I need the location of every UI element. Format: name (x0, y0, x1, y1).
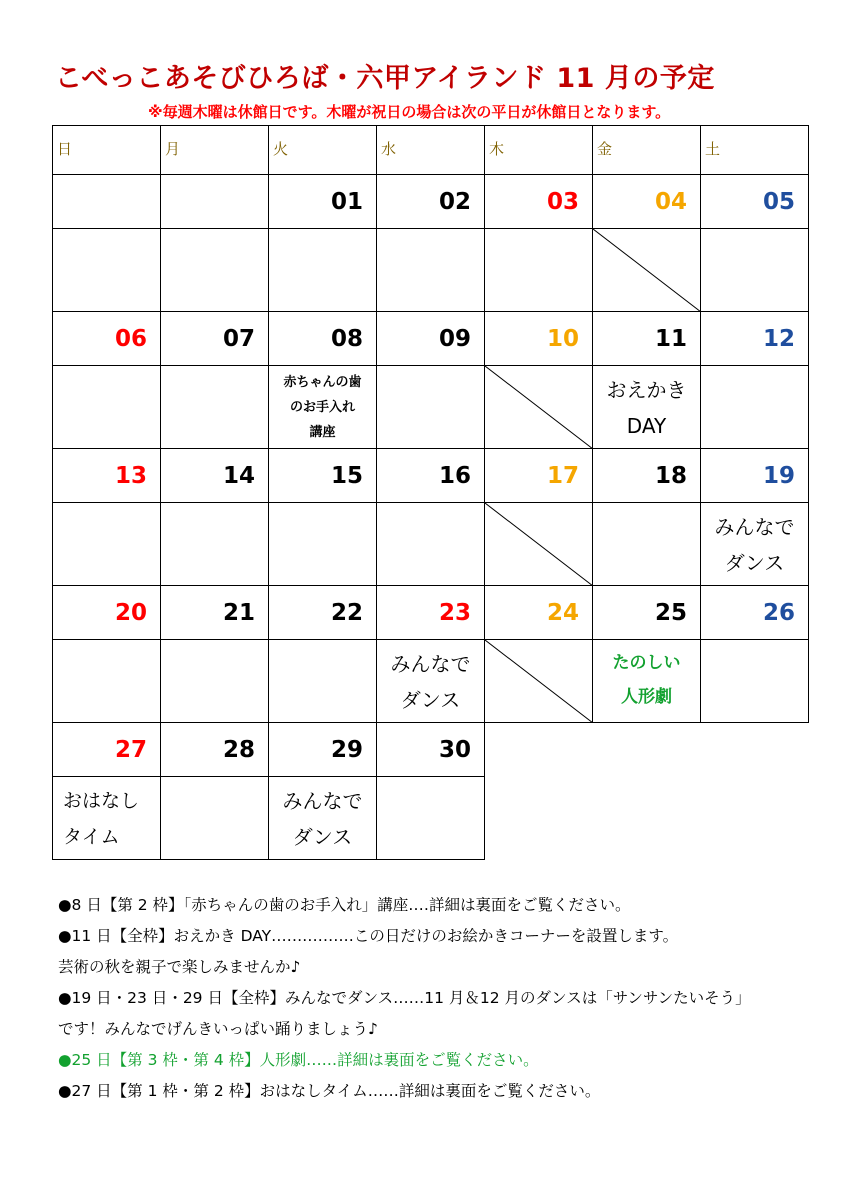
date-cell: 21 (160, 585, 269, 640)
date-cell: 19 (700, 448, 809, 503)
event-label: おえかき DAY (606, 378, 687, 438)
note-line: ●19 日・23 日・29 日【全枠】みんなでダンス‥‥‥11 月＆12 月のダンスは「サンサンたいそう」 (58, 989, 751, 1007)
event-cell (268, 639, 377, 723)
date-cell: 17 (484, 448, 593, 503)
event-cell (700, 502, 809, 586)
date-cell: 30 (376, 722, 485, 777)
date-cell: 22 (268, 585, 377, 640)
date-cell: 25 (592, 585, 701, 640)
event-label: みんなで ダンス (714, 515, 795, 575)
event-cell (160, 365, 269, 449)
weekday-header: 金 (592, 125, 701, 175)
date-cell: 28 (160, 722, 269, 777)
event-cell (52, 502, 161, 586)
date-cell: 20 (52, 585, 161, 640)
date-cell: 14 (160, 448, 269, 503)
event-cell (268, 502, 377, 586)
event-cell (52, 365, 161, 449)
event-cell (592, 639, 701, 723)
event-cell (700, 365, 809, 449)
event-cell (160, 639, 269, 723)
date-cell: 29 (268, 722, 377, 777)
event-cell (484, 365, 593, 449)
closed-day-slash (485, 640, 592, 722)
date-cell: 11 (592, 311, 701, 366)
date-cell: 13 (52, 448, 161, 503)
event-cell (52, 776, 161, 860)
page-title: こべっこあそびひろば・六甲アイランド 11 月の予定 (55, 63, 715, 94)
event-cell (160, 776, 269, 860)
note-line: ●8 日【第 2 枠】「赤ちゃんの歯のお手入れ」講座‥‥詳細は裏面をご覧ください。 (58, 896, 631, 914)
closure-notice: ※毎週木曜は休館日です。木曜が祝日の場合は次の平日が休館日となります。 (148, 103, 671, 121)
closed-day-slash (593, 229, 700, 311)
date-cell: 24 (484, 585, 593, 640)
event-cell (376, 365, 485, 449)
weekday-header: 木 (484, 125, 593, 175)
date-cell: 16 (376, 448, 485, 503)
weekday-header: 水 (376, 125, 485, 175)
date-cell: 03 (484, 174, 593, 229)
event-cell (160, 228, 269, 312)
date-cell: 09 (376, 311, 485, 366)
event-cell (268, 365, 377, 449)
event-label: たのしい 人形劇 (612, 653, 681, 707)
event-label: 赤ちゃんの歯 のお手入れ 講座 (283, 375, 362, 440)
event-cell (700, 228, 809, 312)
event-cell (592, 365, 701, 449)
date-cell: 18 (592, 448, 701, 503)
date-cell: 02 (376, 174, 485, 229)
closed-day-slash (485, 503, 592, 585)
event-cell (700, 639, 809, 723)
event-cell (376, 776, 485, 860)
event-cell (160, 502, 269, 586)
note-line: ●27 日【第 1 枠・第 2 枠】おはなしタイム‥‥‥詳細は裏面をご覧ください。 (58, 1082, 601, 1100)
date-cell: 05 (700, 174, 809, 229)
note-continuation: です！みんなでげんきいっぱい踊りましょう♪ (58, 1020, 378, 1038)
date-cell: 07 (160, 311, 269, 366)
date-cell: 08 (268, 311, 377, 366)
event-cell (484, 502, 593, 586)
date-cell: 01 (268, 174, 377, 229)
date-cell: 26 (700, 585, 809, 640)
event-label: みんなで ダンス (390, 652, 471, 712)
event-cell (52, 228, 161, 312)
event-cell (376, 228, 485, 312)
date-cell: 15 (268, 448, 377, 503)
event-label: おはなし タイム (63, 790, 140, 848)
event-cell (268, 776, 377, 860)
weekday-header: 火 (268, 125, 377, 175)
date-cell: 10 (484, 311, 593, 366)
date-cell (52, 174, 161, 229)
event-cell (376, 502, 485, 586)
event-label: みんなで ダンス (282, 789, 363, 849)
weekday-header: 月 (160, 125, 269, 175)
note-line: ●11 日【全枠】おえかき DAY‥‥‥‥‥‥‥‥この日だけのお絵かきコーナーを設置します。 (58, 927, 679, 945)
event-cell (484, 639, 593, 723)
event-cell (52, 639, 161, 723)
date-cell: 04 (592, 174, 701, 229)
event-cell (376, 639, 485, 723)
date-cell: 06 (52, 311, 161, 366)
date-cell: 27 (52, 722, 161, 777)
date-cell: 23 (376, 585, 485, 640)
event-cell (268, 228, 377, 312)
closed-day-slash (485, 366, 592, 448)
event-cell (592, 228, 701, 312)
date-cell (160, 174, 269, 229)
weekday-header: 日 (52, 125, 161, 175)
event-cell (592, 502, 701, 586)
note-line: ●25 日【第 3 枠・第 4 枠】人形劇‥‥‥詳細は裏面をご覧ください。 (58, 1051, 539, 1069)
note-continuation: 芸術の秋を親子で楽しみませんか♪ (58, 958, 301, 976)
date-cell: 12 (700, 311, 809, 366)
notes-list (58, 890, 751, 1107)
event-cell (484, 228, 593, 312)
weekday-header: 土 (700, 125, 809, 175)
